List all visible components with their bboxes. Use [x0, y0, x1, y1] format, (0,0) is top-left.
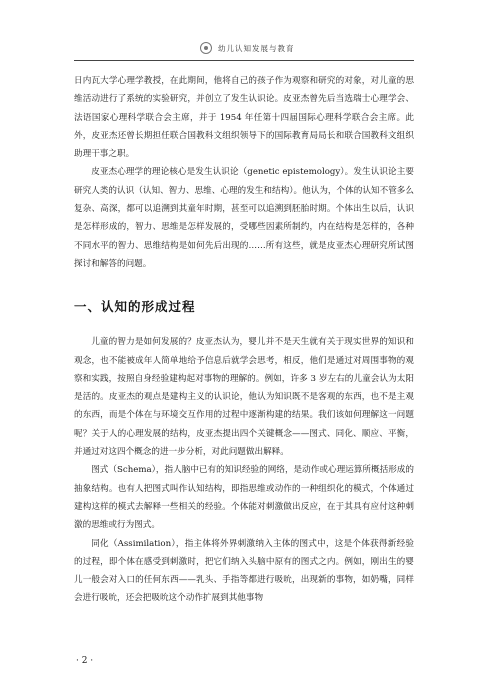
- page-number: · 2 ·: [76, 656, 94, 666]
- paragraph-continued: 日内瓦大学心理学教授，在此期间，他将自己的孩子作为观察和研究的对象，对儿童的思维活动进行了系统的实验研究，并创立了发生认识论。皮亚杰曾先后当选瑞士心理学会、法语国家心理科学联合会主席，并于 1954 年任第十四届国际心理科学联合会主席。此外，皮亚杰还曾长期担任联合国教科文组织领导下的国际教育局局长和联合国教科文组织助理干事之职。: [74, 76, 414, 160]
- section-heading: 一、认知的形成过程: [74, 299, 196, 315]
- running-header: [200, 40, 410, 56]
- paragraph: 皮亚杰心理学的理论核心是发生认识论（genetic epistemology）。发生认识论主要研究人类的认识（认知、智力、思维、心理的发生和结构）。他认为，个体的认知不管多么复杂、高深，都可以追溯到其童年时期，甚至可以追溯到胚胎时期。个体出生以后，认识是怎样形成的，智力、思维是怎样发展的，受哪些因素所制约，内在结构是怎样的，各种不同水平的智力、思维结构是如何先后出现的……所有这些，就是皮亚杰心理研究所试图探讨和解答的问题。: [74, 167, 414, 269]
- paragraph: 图式（Schema），指人脑中已有的知识经验的网络，是动作或心理运算所概括形成的抽象结构。也有人把图式叫作认知结构，即指思维或动作的一种组织化的模式，个体通过建构这样的模式去解释一些相关的经验。个体能对刺激做出反应，在于其具有应付这种刺激的思维或行为图式。: [74, 465, 414, 531]
- header-rule: [74, 60, 414, 61]
- paragraph: 儿童的智力是如何发展的？皮亚杰认为，婴儿并不是天生就有关于现实世界的知识和观念，也不能被成年人简单地给予信息后就学会思考，相反，他们是通过对周围事物的观察和实践，按照自身经验建构起对事物的理解的。例如，许多 3 岁左右的儿童会认为太阳是活的。皮亚杰的观点是建构主义的认识论，他认为知识既不是客观的东西，也不是主观的东西，而是个体在与环境交互作用的过程中逐渐构建的结果。我们该如何理解这一问题呢？关于人的心理发展的结构，皮亚杰提出四个关键概念——图式、同化、顺应、平衡，并通过对这四个概念的进一步分析，对此问题做出解释。: [74, 337, 414, 458]
- paragraph: 同化（Assimilation），指主体将外界刺激纳入主体的图式中，这是个体获得新经验的过程，即个体在感受到刺激时，把它们纳入头脑中原有的图式之内。例如，刚出生的婴儿一般会对入口的任何东西——乳头、手指等都进行吸吮，出现新的事物，如奶嘴，同样会进行吸吮，还会把吸吮这个动作扩展到其他事物: [74, 538, 414, 604]
- header-ornament-icon: [200, 42, 212, 54]
- running-title: 幼儿认知发展与教育: [218, 43, 295, 53]
- page-body: [74, 72, 414, 608]
